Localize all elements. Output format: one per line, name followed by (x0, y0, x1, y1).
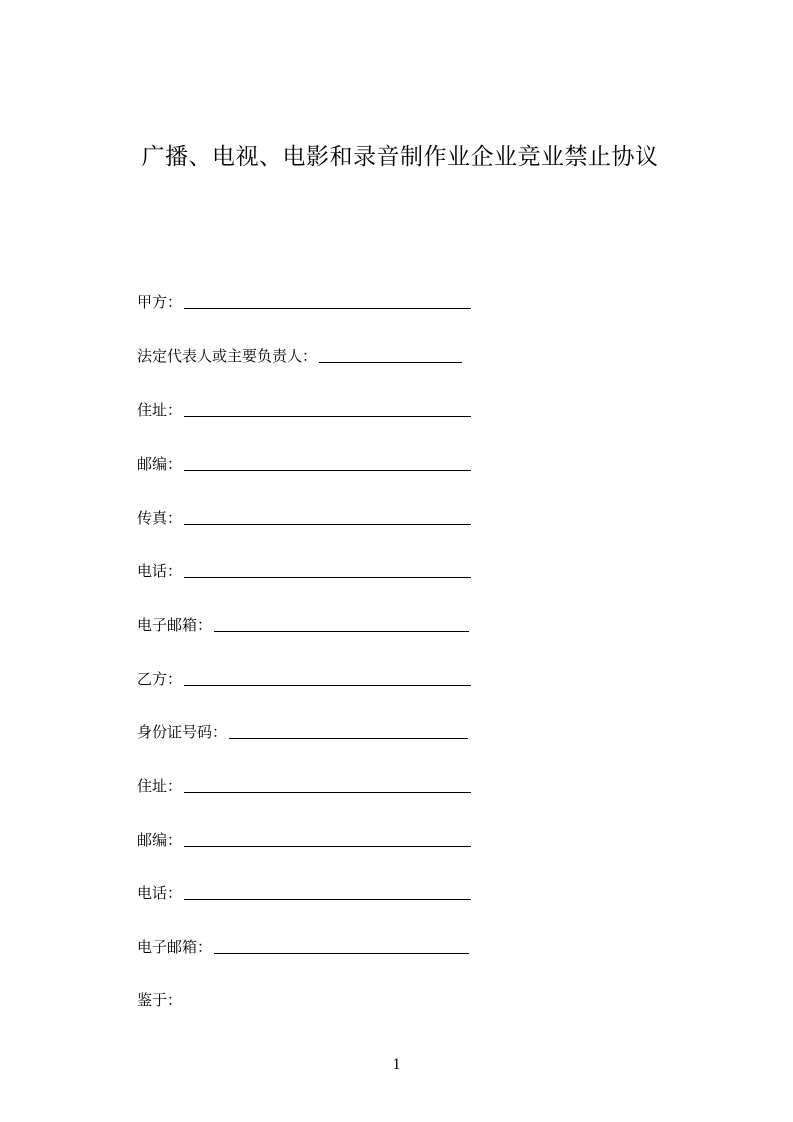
party-b-email-field (137, 933, 469, 957)
blank-line (184, 899, 471, 900)
blank-line (184, 792, 471, 793)
recital-label: 鉴于： (137, 991, 183, 1009)
party-a-email-field (137, 611, 469, 635)
field-label: 电话： (137, 562, 183, 580)
party-b-address-field (137, 772, 471, 796)
party-b-id-number-field (137, 718, 468, 742)
blank-line (214, 953, 469, 954)
field-label: 传真： (137, 509, 183, 527)
party-a-fax-field (137, 504, 471, 528)
legal-representative-field (137, 342, 462, 366)
party-a-field (137, 288, 471, 312)
blank-line (229, 738, 468, 739)
field-label: 邮编： (137, 455, 183, 473)
blank-line (184, 308, 471, 309)
field-label: 电子邮箱： (137, 938, 213, 956)
party-b-postcode-field (137, 826, 471, 850)
page-number: 1 (392, 1056, 401, 1073)
party-a-phone-field (137, 557, 471, 581)
blank-line (184, 685, 471, 686)
field-label: 电子邮箱： (137, 616, 213, 634)
blank-line (184, 416, 471, 417)
field-label: 乙方： (137, 670, 183, 688)
field-label: 住址： (137, 401, 183, 419)
field-label: 甲方： (137, 293, 183, 311)
field-label: 邮编： (137, 831, 183, 849)
blank-line (184, 470, 471, 471)
party-a-postcode-field (137, 450, 471, 474)
field-label: 电话： (137, 884, 183, 902)
party-a-address-field (137, 396, 471, 420)
field-label: 法定代表人或主要负责人： (137, 347, 318, 365)
party-b-field (137, 665, 471, 689)
blank-line (184, 524, 471, 525)
blank-line (184, 577, 471, 578)
blank-line (319, 362, 462, 363)
field-label: 身份证号码： (137, 723, 228, 741)
document-title: 广播、电视、电影和录音制作业企业竞业禁止协议 (141, 144, 659, 170)
blank-line (184, 846, 471, 847)
field-label: 住址： (137, 777, 183, 795)
blank-line (214, 631, 469, 632)
party-b-phone-field (137, 879, 471, 903)
recital-heading (137, 986, 182, 1010)
